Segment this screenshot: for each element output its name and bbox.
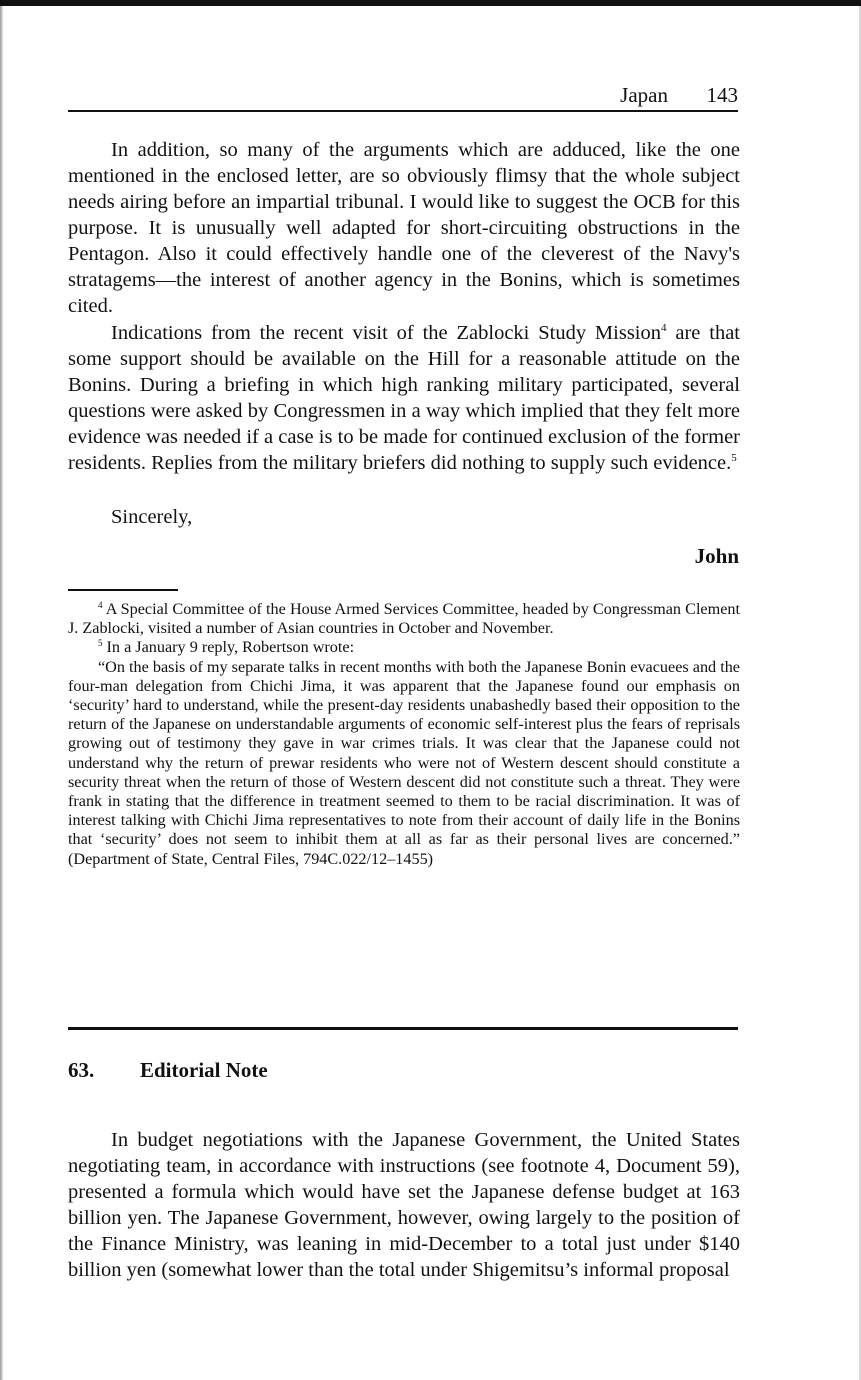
running-head	[68, 82, 738, 112]
section-divider	[68, 1027, 738, 1030]
section-title: Editorial Note	[140, 1058, 268, 1082]
footnotes	[68, 600, 740, 869]
scan-left-edge	[0, 6, 3, 1380]
closing-line: Sincerely,	[111, 506, 193, 528]
footnote-5-mark: 5	[98, 638, 103, 649]
section-number: 63.	[68, 1058, 95, 1082]
running-head-title: Japan	[620, 83, 668, 107]
footnote-rule	[68, 589, 178, 591]
body-paragraph-1: In addition, so many of the arguments which are adduced, like the one mentioned in the enclosed letter, are so obviously flimsy that the whole subject needs airing before an impartial tribunal. I would like to suggest the OCB for this purpose. It is unusually well adapted for short-circuiting obstructions in the Pentagon. Also it could effectively handle one of the cleverest of the Navy's stratagems—the interest of another agency in the Bonins, which is sometimes cited.	[68, 139, 740, 317]
footnote-4	[68, 600, 740, 638]
section-paragraph: In budget negotiations with the Japanese Government, the United States negotiating team, in accordance with instructions (see footnote 4, Document 59), presented a formula which would have set the Japanese defense budget at 163 billion yen. The Japanese Government, however, owing largely to the position of the Finance Ministry, was leaning in mid-December to a total just under $140 billion yen (somewhat lower than the total under Shigemitsu’s informal proposal	[68, 1129, 740, 1281]
section-heading	[68, 1058, 268, 1083]
body-paragraph-2	[68, 320, 740, 476]
footnote-ref-5[interactable]: 5	[731, 452, 737, 464]
footnote-4-mark: 4	[98, 600, 103, 610]
signature: John	[694, 544, 739, 568]
footnote-5-text: In a January 9 reply, Robertson wrote:	[102, 638, 355, 657]
footnote-4-text: A Special Committee of the House Armed Services Committee, headed by Congressman Clement J. Zablocki, visited a number of Asian countries in October and November.	[68, 600, 740, 638]
footnote-5	[68, 638, 740, 657]
scan-top-border	[0, 0, 861, 6]
paragraph-2-text-b: are that some support should be available on the Hill for a reasonable attitude on the Bonins. During a briefing in which high ranking military participated, several questions were asked by Congressmen in a way which implied that they felt more evidence was needed if a case is to be made for continued exclusion of the former residents. Replies from the military briefers did nothing to supply such evidence.	[68, 322, 740, 474]
footnote-ref-4[interactable]: 4	[661, 322, 667, 334]
paragraph-2-text-a: Indications from the recent visit of the Zablocki Study Mission	[111, 322, 662, 344]
footnote-5-quote: “On the basis of my separate talks in recent months with both the Japanese Bonin evacuees and the four-man delegation from Chichi Jima, it was apparent that the Japanese found our emphasis on ‘security’ hard to understand, while the present-day residents unabashedly based their opposition to the return of the Japanese on understandable arguments of economic self-interest plus the fears of reprisals growing out of testimony they gave in war crimes trials. It was clear that the Japanese could not understand why the return of prewar residents who were not of Western descent should constitute a security threat when the return of those of Western descent did not constitute such a threat. They were frank in stating that the difference in treatment seemed to them to be racial discrimination. It was of interest talking with Chichi Jima representatives to note from their account of daily life in the Bonins that ‘security’ does not seem to inhibit them at all as far as their personal lives are concerned.” (Department of State, Central Files, 794C.022/12–1455)	[68, 657, 740, 868]
page-number: 143	[706, 83, 738, 107]
